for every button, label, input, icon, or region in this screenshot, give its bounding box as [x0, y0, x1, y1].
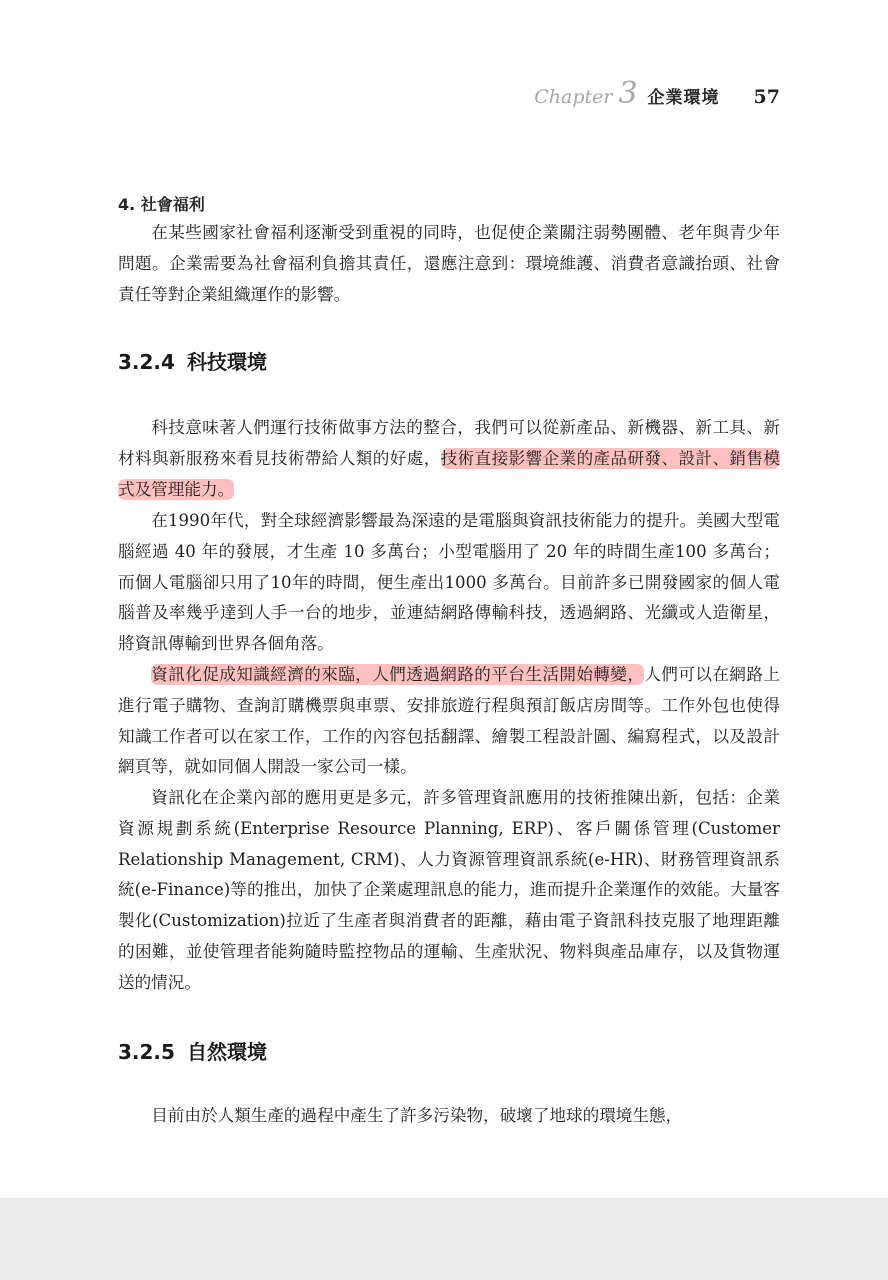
paragraph-nature-1: 目前由於人類生產的過程中產生了許多污染物，破壞了地球的環境生態， [151, 1106, 683, 1125]
section-number: 3.2.5 [118, 1040, 175, 1064]
background-strip [0, 1198, 888, 1280]
page-number: 57 [753, 86, 780, 108]
text-run: 科技意味著人們運行技術做事方法的整合，我們可以從新產品、新機器、新工具、新材料與新服務來看見技術帶給人類的好處， [118, 418, 780, 468]
section-title: 科技環境 [186, 350, 267, 374]
highlighted-text: 技術直接影響企業的產品研發、設計、銷售模式及管理能力。 [118, 448, 780, 499]
paragraph-tech-1 [118, 413, 780, 505]
text-run: 人們可以在網路上進行電子購物、查詢訂購機票與車票、安排旅遊行程與預訂飯店房間等。工作外包也使得知識工作者可以在家工作，工作的內容包括翻譯、繪製工程設計圖、編寫程式，以及設計網頁等，就如同個人開設一家公司一樣。 [118, 665, 781, 777]
section-number: 3.2.4 [118, 350, 175, 374]
chapter-number: 3 [618, 76, 638, 111]
running-header [534, 76, 780, 111]
paragraph-social-welfare: 在某些國家社會福利逐漸受到重視的同時，也促使企業關注弱勢團體、老年與青少年問題。企業需要為社會福利負擔其責任，還應注意到：環境維護、消費者意識抬頭、社會責任等對企業組織運作的影響。 [118, 223, 780, 304]
paragraph-tech-4: 資訊化在企業內部的應用更是多元，許多管理資訊應用的技術推陳出新，包括：企業資源規劃系統(Enterprise Resource Planning, ERP)、客戶關係管理(Customer Relationship Management, CRM)、人力資源管理資訊系統(e-HR)、財務管理資訊系統(e-Finance)等的推出，加快了企業處理訊息的能力，進而提升企業運作的效能。大量客製化(Customization)拉近了生產者與消費者的距離，藉由電子資訊科技克服了地理距離的困難，並使管理者能夠隨時監控物品的運輸、生產狀況、物料與產品庫存，以及貨物運送的情況。 [118, 788, 780, 992]
paragraph-tech-2: 在1990年代，對全球經濟影響最為深遠的是電腦與資訊技術能力的提升。美國大型電腦經過 40 年的發展，才生產 10 多萬台；小型電腦用了 20 年的時間生產100 多萬台；而個人電腦卻只用了10年的時間，便生產出1000 多萬台。目前許多已開發國家的個人電腦普及率幾乎達到人手一台的地步，並連結網路傳輸科技，透過網路、光纖或人造衛星，將資訊傳輸到世界各個角落。 [118, 511, 780, 654]
section-title: 自然環境 [186, 1040, 267, 1064]
section-heading-nature [118, 1036, 267, 1065]
section-heading-tech [118, 346, 267, 375]
paragraph-tech-3 [118, 660, 780, 783]
chapter-title: 企業環境 [647, 88, 720, 108]
chapter-word: Chapter [534, 86, 613, 108]
highlighted-text: 資訊化促成知識經濟的來臨，人們透過網路的平台生活開始轉變， [151, 665, 645, 684]
subheading-social-welfare: 4. 社會福利 [118, 195, 205, 214]
